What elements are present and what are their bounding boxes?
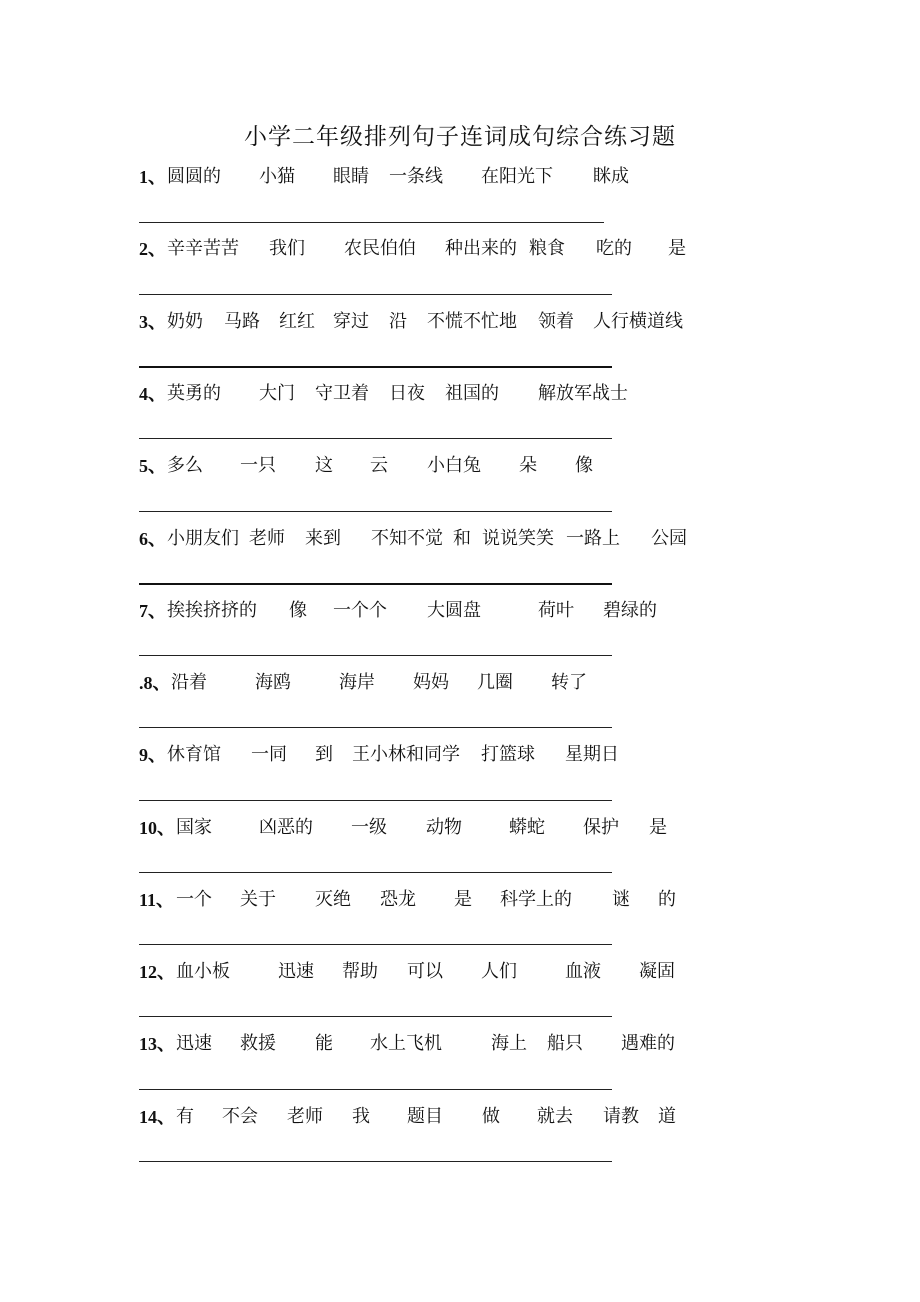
word-card: 迅速 bbox=[176, 1033, 212, 1054]
word-card: 大圆盘 bbox=[427, 600, 481, 621]
word-card: 圆圆的 bbox=[167, 166, 221, 187]
answer-line[interactable] bbox=[139, 294, 612, 295]
word-card: 转了 bbox=[551, 672, 587, 693]
word-card: 凝固 bbox=[639, 961, 675, 982]
question-number: .8、 bbox=[139, 673, 171, 693]
word-card: 不慌不忙地 bbox=[427, 311, 517, 332]
word-card: 船只 bbox=[547, 1033, 583, 1054]
word-card: 云 bbox=[370, 455, 388, 476]
word-card: 灭绝 bbox=[315, 889, 351, 910]
word-card: 眯成 bbox=[593, 166, 629, 187]
question-9 bbox=[139, 742, 739, 768]
word-card: 像 bbox=[575, 455, 593, 476]
word-card: 这 bbox=[315, 455, 333, 476]
word-card: 人行横道线 bbox=[593, 311, 683, 332]
question-number: 2、 bbox=[139, 239, 166, 259]
word-card: 海上 bbox=[491, 1033, 527, 1054]
word-card: 眼睛 bbox=[333, 166, 369, 187]
word-card: 沿着 bbox=[171, 672, 207, 693]
word-card: 马路 bbox=[224, 311, 260, 332]
question-2 bbox=[139, 236, 739, 262]
question-number: 9、 bbox=[139, 745, 166, 765]
word-card: 奶奶 bbox=[167, 311, 203, 332]
word-card: 不会 bbox=[222, 1106, 258, 1127]
question-11 bbox=[139, 887, 739, 913]
word-card: 领着 bbox=[538, 311, 574, 332]
word-card: 守卫着 bbox=[315, 383, 369, 404]
word-card: 保护 bbox=[583, 817, 619, 838]
word-card: 海鸥 bbox=[255, 672, 291, 693]
word-card: 能 bbox=[315, 1033, 333, 1054]
question-number: 12、 bbox=[139, 962, 175, 982]
word-card: 请教 bbox=[603, 1106, 639, 1127]
word-card: 水上飞机 bbox=[370, 1033, 442, 1054]
word-card: 妈妈 bbox=[413, 672, 449, 693]
question-number: 13、 bbox=[139, 1034, 175, 1054]
word-card: 救援 bbox=[240, 1033, 276, 1054]
word-card: 打篮球 bbox=[481, 744, 535, 765]
word-card: 和 bbox=[453, 528, 471, 549]
word-card: 做 bbox=[482, 1106, 500, 1127]
question-number: 3、 bbox=[139, 312, 166, 332]
word-card: 大门 bbox=[259, 383, 295, 404]
answer-line[interactable] bbox=[139, 1089, 612, 1090]
word-card: 解放军战士 bbox=[538, 383, 628, 404]
answer-line[interactable] bbox=[139, 583, 612, 585]
word-card: 辛辛苦苦 bbox=[167, 238, 239, 259]
question-8 bbox=[139, 670, 739, 696]
word-card: 挨挨挤挤的 bbox=[167, 600, 257, 621]
word-card: 我 bbox=[352, 1106, 370, 1127]
answer-line[interactable] bbox=[139, 222, 604, 223]
word-card: 一级 bbox=[351, 817, 387, 838]
word-card: 国家 bbox=[176, 817, 212, 838]
question-12 bbox=[139, 959, 739, 985]
word-card: 公园 bbox=[651, 528, 687, 549]
word-card: 题目 bbox=[407, 1106, 443, 1127]
answer-line[interactable] bbox=[139, 944, 612, 945]
question-number: 7、 bbox=[139, 601, 166, 621]
question-number: 5、 bbox=[139, 456, 166, 476]
word-card: 一同 bbox=[251, 744, 287, 765]
word-card: 像 bbox=[289, 600, 307, 621]
word-card: 老师 bbox=[249, 528, 285, 549]
word-card: 迅速 bbox=[278, 961, 314, 982]
question-1 bbox=[139, 164, 739, 190]
word-card: 科学上的 bbox=[500, 889, 572, 910]
question-number: 1、 bbox=[139, 167, 166, 187]
word-card: 一个个 bbox=[333, 600, 387, 621]
word-card: 英勇的 bbox=[167, 383, 221, 404]
word-card: 人们 bbox=[481, 961, 517, 982]
question-number: 14、 bbox=[139, 1107, 175, 1127]
word-card: 王小林和同学 bbox=[352, 744, 460, 765]
word-card: 是 bbox=[454, 889, 472, 910]
word-card: 荷叶 bbox=[538, 600, 574, 621]
question-number: 6、 bbox=[139, 529, 166, 549]
word-card: 一路上 bbox=[566, 528, 620, 549]
word-card: 农民伯伯 bbox=[344, 238, 416, 259]
word-card: 小猫 bbox=[259, 166, 295, 187]
word-card: 恐龙 bbox=[380, 889, 416, 910]
answer-line[interactable] bbox=[139, 1161, 612, 1162]
word-card: 遇难的 bbox=[621, 1033, 675, 1054]
question-4 bbox=[139, 381, 739, 407]
word-card: 来到 bbox=[305, 528, 341, 549]
word-card: 种出来的 bbox=[445, 238, 517, 259]
question-13 bbox=[139, 1031, 739, 1057]
answer-line[interactable] bbox=[139, 511, 612, 512]
question-14 bbox=[139, 1104, 739, 1130]
word-card: 我们 bbox=[269, 238, 305, 259]
word-card: 在阳光下 bbox=[481, 166, 553, 187]
word-card: 凶恶的 bbox=[259, 817, 313, 838]
word-card: 一条线 bbox=[389, 166, 443, 187]
question-10 bbox=[139, 815, 739, 841]
word-card: 到 bbox=[315, 744, 333, 765]
word-card: 不知不觉 bbox=[371, 528, 443, 549]
word-card: 碧绿的 bbox=[603, 600, 657, 621]
word-card: 穿过 bbox=[333, 311, 369, 332]
question-number: 4、 bbox=[139, 384, 166, 404]
question-3 bbox=[139, 309, 739, 335]
word-card: 有 bbox=[176, 1106, 194, 1127]
word-card: 道 bbox=[658, 1106, 676, 1127]
word-card: 星期日 bbox=[565, 744, 619, 765]
word-card: 是 bbox=[649, 817, 667, 838]
word-card: 就去 bbox=[537, 1106, 573, 1127]
word-card: 沿 bbox=[389, 311, 407, 332]
word-card: 红红 bbox=[279, 311, 315, 332]
word-card: 可以 bbox=[407, 961, 443, 982]
word-card: 的 bbox=[658, 889, 676, 910]
word-card: 一个 bbox=[176, 889, 212, 910]
word-card: 动物 bbox=[426, 817, 462, 838]
word-card: 说说笑笑 bbox=[482, 528, 554, 549]
word-card: 多么 bbox=[167, 455, 203, 476]
word-card: 吃的 bbox=[596, 238, 632, 259]
word-card: 帮助 bbox=[342, 961, 378, 982]
word-card: 粮食 bbox=[529, 238, 565, 259]
word-card: 关于 bbox=[240, 889, 276, 910]
word-card: 蟒蛇 bbox=[509, 817, 545, 838]
question-number: 11、 bbox=[139, 890, 175, 910]
worksheet-title: 小学二年级排列句子连词成句综合练习题 bbox=[244, 124, 676, 150]
word-card: 朵 bbox=[519, 455, 537, 476]
question-7 bbox=[139, 598, 739, 624]
word-card: 是 bbox=[668, 238, 686, 259]
question-5 bbox=[139, 453, 739, 479]
word-card: 海岸 bbox=[339, 672, 375, 693]
word-card: 老师 bbox=[287, 1106, 323, 1127]
word-card: 一只 bbox=[240, 455, 276, 476]
word-card: 血小板 bbox=[176, 961, 230, 982]
word-card: 休育馆 bbox=[167, 744, 221, 765]
answer-line[interactable] bbox=[139, 727, 612, 728]
word-card: 祖国的 bbox=[445, 383, 499, 404]
word-card: 小白兔 bbox=[427, 455, 481, 476]
answer-line[interactable] bbox=[139, 872, 612, 873]
answer-line[interactable] bbox=[139, 655, 612, 656]
question-number: 10、 bbox=[139, 818, 175, 838]
word-card: 几圈 bbox=[477, 672, 513, 693]
question-6 bbox=[139, 526, 739, 552]
answer-line[interactable] bbox=[139, 800, 612, 801]
answer-line[interactable] bbox=[139, 1016, 612, 1017]
word-card: 小朋友们 bbox=[167, 528, 239, 549]
answer-line[interactable] bbox=[139, 366, 612, 368]
answer-line[interactable] bbox=[139, 438, 612, 439]
word-card: 血液 bbox=[565, 961, 601, 982]
word-card: 谜 bbox=[612, 889, 630, 910]
word-card: 日夜 bbox=[389, 383, 425, 404]
